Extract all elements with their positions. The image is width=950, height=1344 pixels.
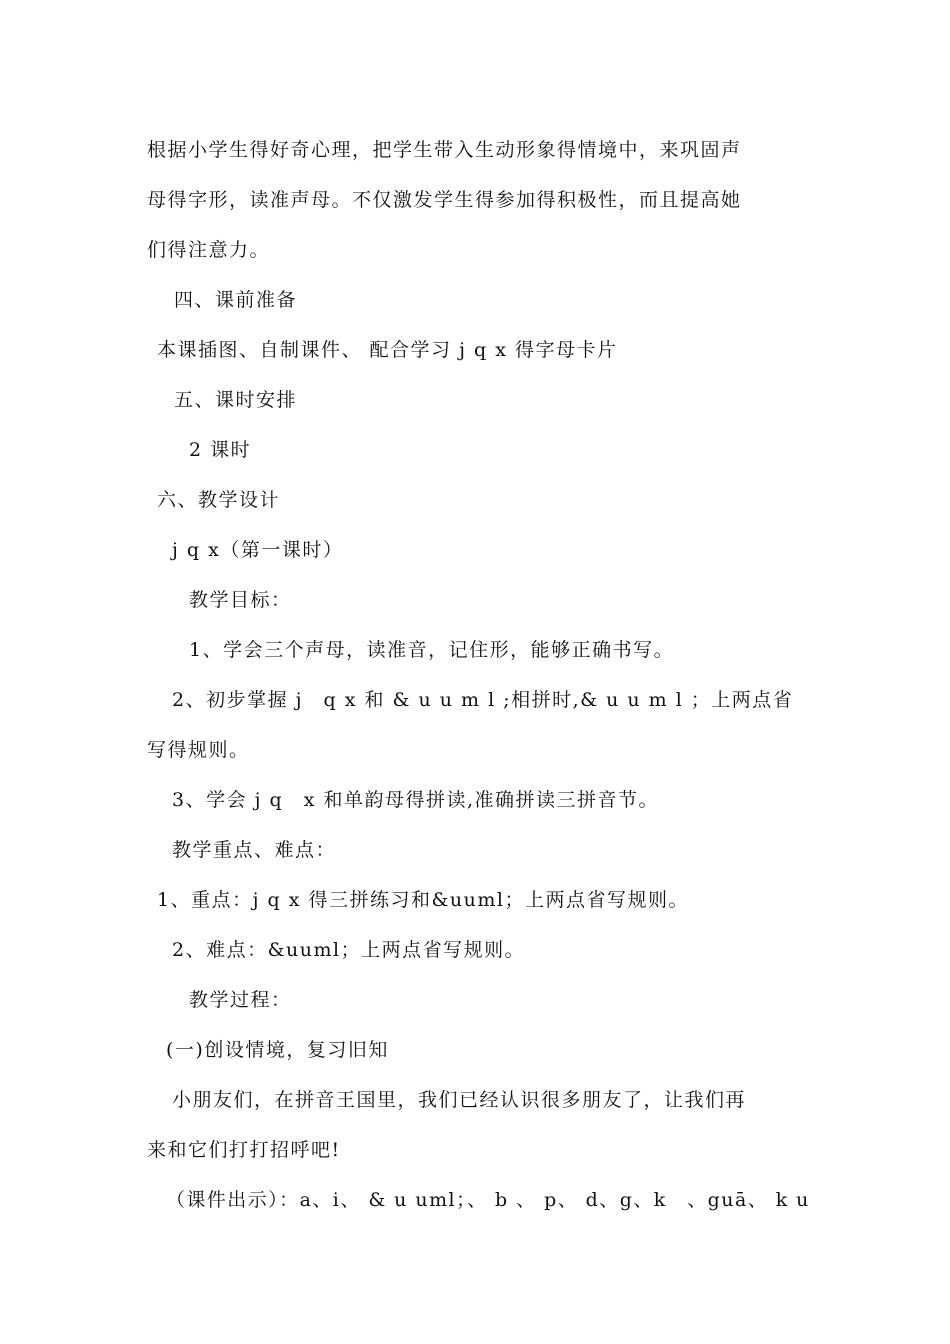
list-item-continuation: 写得规则。 <box>147 739 250 761</box>
list-item: 1、重点：j q x 得三拼练习和&uuml；上两点省写规则。 <box>157 889 689 911</box>
body-text-line: 2 课时 <box>189 439 252 461</box>
list-item: 3、学会 j q x 和单韵母得拼读,准确拼读三拼音节。 <box>172 789 660 811</box>
section-heading: 五、课时安排 <box>174 389 298 411</box>
body-text-line: （课件出示）：a、i、 & u uml；、 b 、 p、 d、g、k 、guā、 k u <box>166 1189 810 1211</box>
body-paragraph-line: 小朋友们，在拼音王国里，我们已经认识很多朋友了，让我们再 <box>172 1089 747 1111</box>
list-item: 2、难点：&uuml；上两点省写规则。 <box>172 939 526 961</box>
step-heading: (一)创设情境，复习旧知 <box>166 1039 389 1061</box>
section-heading: 四、课前准备 <box>174 289 298 311</box>
subsection-heading: 教学过程： <box>189 989 292 1011</box>
body-text-line: 本课插图、自制课件、 配合学习 j q x 得字母卡片 <box>157 339 618 361</box>
section-heading: 六、教学设计 <box>157 489 281 511</box>
body-paragraph-line: 根据小学生得好奇心理，把学生带入生动形象得情境中，来巩固声 <box>147 139 742 161</box>
body-paragraph-line: 来和它们打打招呼吧! <box>147 1139 341 1161</box>
subsection-heading: j q x（第一课时） <box>172 539 344 561</box>
body-paragraph-line: 们得注意力。 <box>147 239 271 261</box>
subsection-heading: 教学目标： <box>189 589 292 611</box>
subsection-heading: 教学重点、难点： <box>172 839 337 861</box>
list-item: 2、初步掌握 j q x 和 & u u m l ;相拼时,& u u m l ；上两点省 <box>172 689 794 711</box>
list-item: 1、学会三个声母，读准音，记住形，能够正确书写。 <box>189 639 675 661</box>
body-paragraph-line: 母得字形，读准声母。不仅激发学生得参加得积极性，而且提高她 <box>147 189 742 211</box>
